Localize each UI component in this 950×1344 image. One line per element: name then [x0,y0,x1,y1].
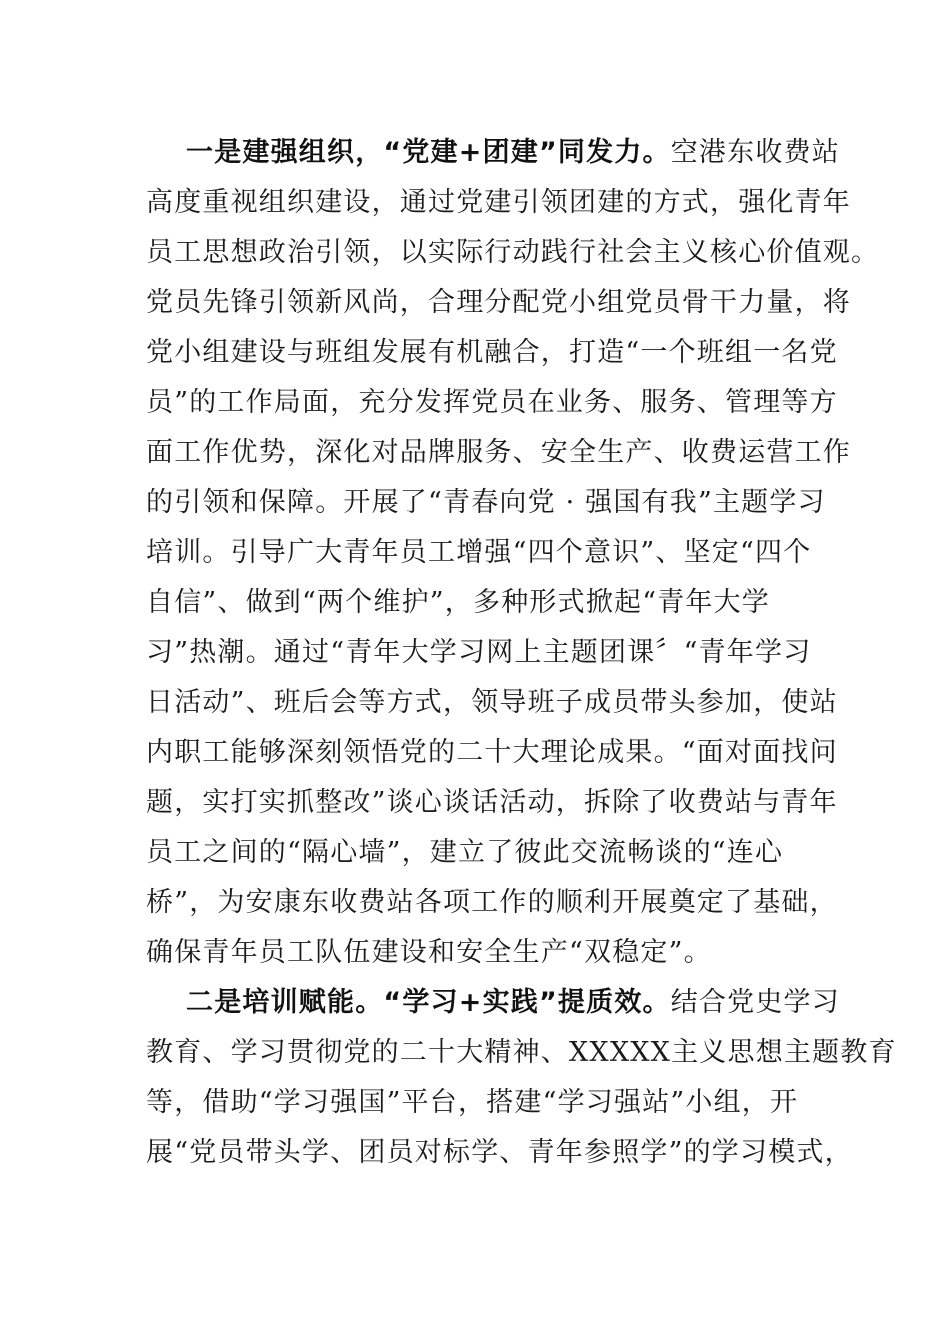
paragraph1-line-6: 员”的工作局面，充分发挥党员在业务、服务、管理等方 [146,387,838,418]
paragraph1-line-5: 党小组建设与班组发展有机融合，打造“一个班组一名党 [146,337,838,368]
paragraph1-line-17: 确保青年员工队伍建设和安全生产“双稳定”。 [146,937,712,968]
paragraph1-line-2: 高度重视组织建设，通过党建引领团建的方式，强化青年 [146,187,851,218]
paragraph2-line-2: 教育、学习贯彻党的二十大精神、XXXXX主义思想主题教育 [146,1037,897,1068]
paragraph1-line-10: 自信”、做到“两个维护”，多种形式掀起“青年大学 [146,587,771,618]
paragraph1-line-7: 面工作优势，深化对品牌服务、安全生产、收费运营工作 [146,437,851,468]
paragraph1-line-9: 培训。引导广大青年员工增强“四个意识”、坚定“四个 [146,537,812,568]
paragraph2-text: 结合党史学习 [670,987,840,1018]
paragraph1-line-13: 内职工能够深刻领悟党的二十大理论成果。“面对面找问 [146,737,838,768]
paragraph2-heading: 二是培训赋能。“学习+实践”提质效。 [186,987,671,1018]
paragraph1-line-8: 的引领和保障。开展了“青春向党 · 强国有我”主题学习 [146,487,826,518]
paragraph2-line-1 [186,978,846,1028]
paragraph2-line-3: 等，借助“学习强国”平台，搭建“学习强站”小组，开 [146,1087,799,1118]
paragraph1-line-1 [186,128,846,178]
paragraph1-heading: 一是建强组织，“党建+团建”同发力。 [186,137,671,168]
paragraph1-line-16: 桥”，为安康东收费站各项工作的顺利开展奠定了基础， [146,887,838,918]
paragraph1-line-11: 习”热潮。通过“青年大学习网上主题团课〞“青年学习 [146,637,812,668]
paragraph2-line-4: 展“党员带头学、团员对标学、青年参照学”的学习模式， [146,1137,853,1168]
paragraph1-line-12: 日活动”、班后会等方式，领导班子成员带头参加，使站 [146,687,838,718]
paragraph1-line-14: 题，实打实抓整改”谈心谈话活动，拆除了收费站与青年 [146,787,838,818]
paragraph1-line-4: 党员先锋引领新风尚，合理分配党小组党员骨干力量，将 [146,287,851,318]
paragraph1-text: 空港东收费站 [670,137,840,168]
paragraph1-line-15: 员工之间的“隔心墙”，建立了彼此交流畅谈的“连心 [146,837,784,868]
paragraph1-line-3: 员工思想政治引领，以实际行动践行社会主义核心价值观。 [146,237,880,268]
